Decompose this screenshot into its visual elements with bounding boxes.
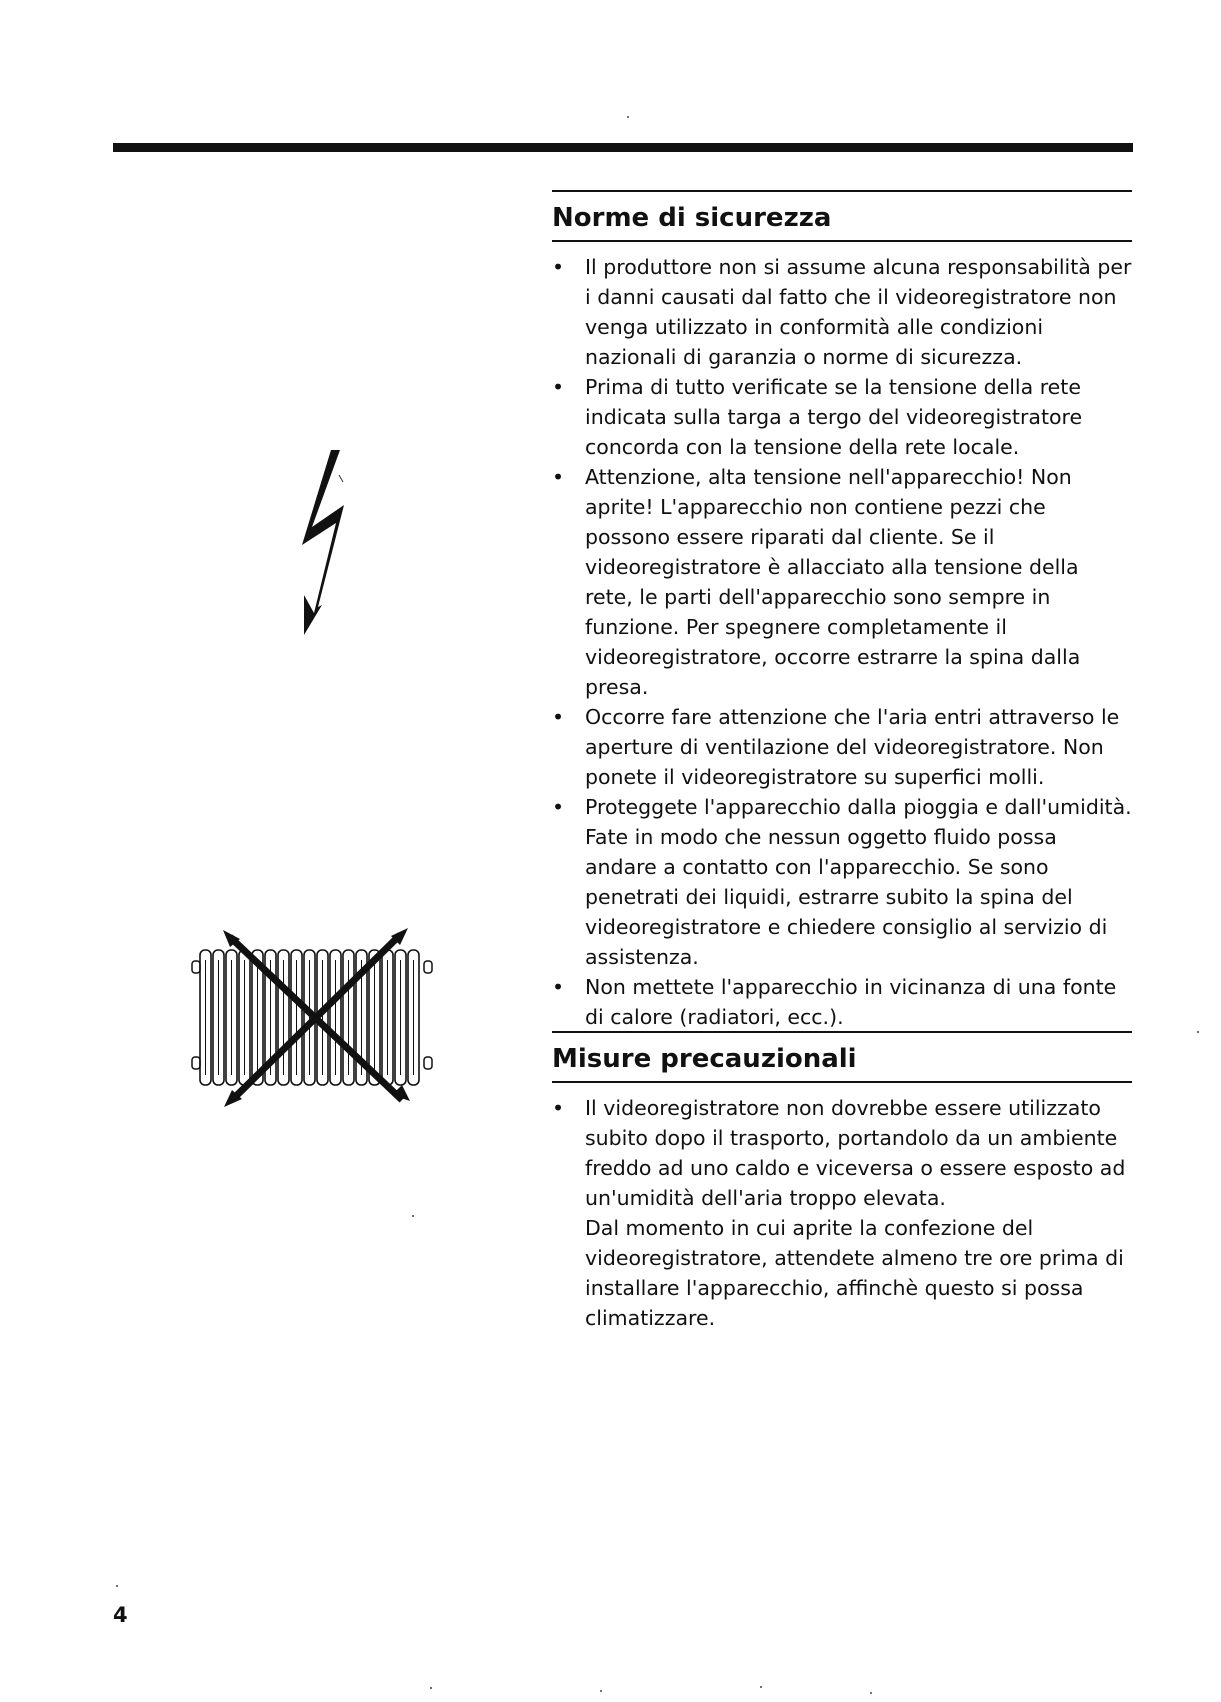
list-item	[552, 372, 1132, 462]
section-rule	[552, 1081, 1132, 1083]
section-safety-rules	[552, 190, 1132, 1032]
scan-speck	[600, 1690, 602, 1692]
radiator-valve	[192, 1057, 200, 1069]
list-item-text: Attenzione, alta tensione nell'apparecchio! Non aprite! L'apparecchio non contiene pezzi che possono essere riparati dal cliente. Se il videoregistratore è allacciato alla tensione della rete, le parti dell'apparecchio sono sempre in funzione. Per spegnere completamente il videoregistratore, occorre estrarre la spina dalla presa.	[585, 465, 1081, 699]
radiator-valve	[192, 961, 200, 973]
list-item-text: Il produttore non si assume alcuna responsabilità per i danni causati dal fatto che il videoregistratore non venga utilizzato in conformità alle condizioni nazionali di garanzia o norme di sicurezza.	[585, 255, 1132, 369]
list-item	[552, 252, 1132, 372]
bullet-icon: •	[552, 795, 565, 819]
scan-speck	[1197, 1031, 1199, 1033]
radiator-valve	[424, 961, 432, 973]
list-item	[552, 462, 1132, 702]
list-item-text: Non mettete l'apparecchio in vicinanza di una fonte di calore (radiatori, ecc.).	[585, 975, 1117, 1029]
section-title: Misure precauzionali	[552, 1044, 857, 1074]
radiator-valve	[424, 1057, 432, 1069]
scan-speck	[870, 1692, 872, 1694]
list-item-text: Occorre fare attenzione che l'aria entri attraverso le aperture di ventilazione del videoregistratore. Non ponete il videoregistratore su superfici molli.	[585, 705, 1120, 789]
bullet-icon: •	[552, 975, 565, 999]
scan-speck	[412, 1215, 414, 1217]
scan-speck	[430, 1687, 432, 1689]
bullet-icon: •	[552, 705, 565, 729]
section-title: Norme di sicurezza	[552, 203, 832, 233]
bullet-list	[552, 252, 1132, 1032]
section-rule	[552, 1031, 1132, 1033]
bullet-list	[552, 1093, 1132, 1333]
list-item	[552, 972, 1132, 1032]
bullet-icon: •	[552, 1096, 565, 1120]
scan-speck	[627, 116, 629, 118]
list-item-paragraph: Dal momento in cui aprite la confezione del videoregistratore, attendete almeno tre ore prima di installare l'apparecchio, affinchè questo si possa climatizzare.	[585, 1216, 1124, 1330]
list-item-text: Prima di tutto verificate se la tensione della rete indicata sulla targa a tergo del videoregistratore concorda con la tensione della rete locale.	[585, 375, 1083, 459]
section-rule	[552, 240, 1132, 242]
section-rule	[552, 190, 1132, 192]
bullet-icon: •	[552, 255, 565, 279]
list-item	[552, 702, 1132, 792]
scan-speck	[760, 1686, 762, 1688]
bullet-icon: •	[552, 375, 565, 399]
bullet-icon: •	[552, 465, 565, 489]
section-precautions	[552, 1031, 1132, 1333]
crossed-out-radiator-icon	[188, 925, 468, 1110]
page-number: 4	[113, 1603, 128, 1627]
scan-speck	[116, 1585, 118, 1587]
list-item-text: Il videoregistratore non dovrebbe essere utilizzato subito dopo il trasporto, portandolo da un ambiente freddo ad uno caldo e viceversa o essere esposto ad un'umidità dell'aria troppo elevata.	[585, 1096, 1126, 1210]
list-item	[552, 1093, 1132, 1333]
list-item-text: Proteggete l'apparecchio dalla pioggia e dall'umidità. Fate in modo che nessun oggetto fluido possa andare a contatto con l'apparecchio. Se sono penetrati dei liquidi, estrarre subito la spina del videoregistratore e chiedere consiglio al servizio di assistenza.	[585, 795, 1132, 969]
high-voltage-lightning-icon	[296, 445, 356, 645]
top-rule	[113, 143, 1133, 152]
list-item	[552, 792, 1132, 972]
